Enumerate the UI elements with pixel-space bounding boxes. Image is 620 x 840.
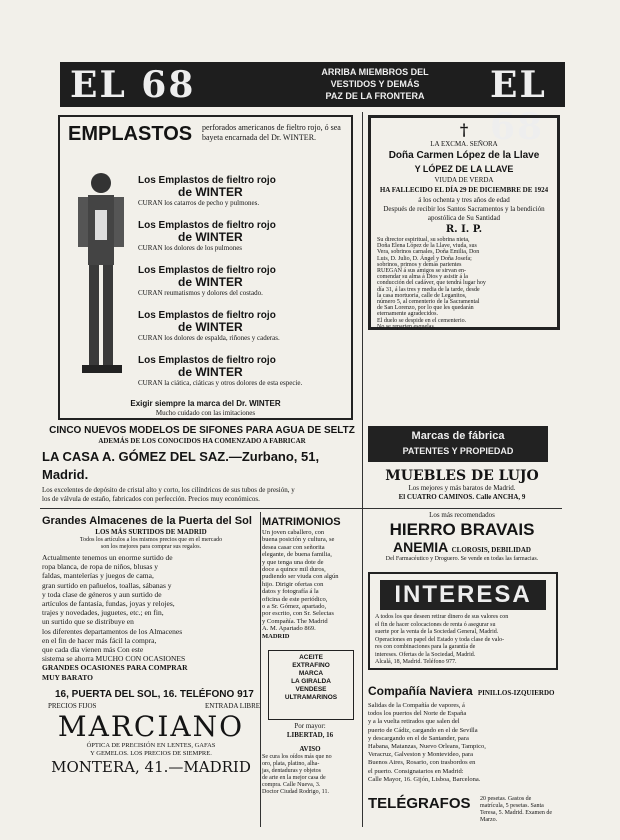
aviso-line: Se cura los oídos más que no	[262, 754, 332, 760]
naviera-line: Veracruz, Galveston y Montevideo, para	[368, 751, 474, 759]
man-illustration	[70, 165, 132, 385]
banner-middle	[265, 66, 485, 102]
item-head: Los Emplastos de fieltro rojo	[138, 265, 276, 276]
aceite-sales2: LIBERTAD, 16	[286, 731, 334, 739]
naviera-line: Salidas de la Compañía de vapores, á	[368, 702, 465, 709]
almacenes-line: ropa blanca, de ropa de niños, blusas y	[42, 562, 159, 572]
almacenes-line: faldas, mantelerías y juegos de cama,	[42, 571, 154, 581]
matrimonios-line: por escrito, con Sr. Selectas	[262, 610, 334, 618]
aviso-line: Doctor Ciudad Rodrigo, 11.	[262, 789, 329, 795]
matrimonios-ad	[262, 515, 358, 643]
almacenes-sub3: son los mejores para comprar sus regalos.	[100, 544, 202, 550]
almacenes-line: Actualmente tenemos un enorme surtido de	[42, 553, 173, 562]
naviera-line: Buenos Aires, Rosario, con trasbordos en	[368, 759, 476, 767]
naviera-line: Habana, Matanzas, Nuevo Orleans, Tampico,	[368, 743, 486, 751]
marciano-sub1: ÓPTICA DE PRECISIÓN EN LENTES, GAFAS	[86, 742, 216, 749]
hierro-side: CLOROSIS, DEBILIDAD	[451, 546, 531, 554]
item-head: Los Emplastos de fieltro rojo	[138, 175, 276, 186]
almacenes-line: GRANDES OCASIONES PARA COMPRAR	[42, 663, 188, 673]
marcas-line1: Marcas de fábrica	[411, 430, 505, 442]
interesa-line: A todos los que deseen retirar dinero de sus valores con	[375, 614, 509, 620]
aceite-line: ULTRAMARINOS	[284, 694, 338, 701]
interesa-line: Alcalá, 18, Madrid. Teléfono 977.	[375, 659, 457, 665]
almacenes-sub2: Todos los artículos a los mismos precios que en el mercado	[79, 537, 223, 543]
item-brand: de WINTER	[178, 365, 243, 379]
emplastos-item	[138, 355, 348, 400]
esquela-body-line: eternamente agradecidos.	[377, 311, 438, 318]
matrimonios-line: pudiendo ser viuda con algún	[262, 573, 339, 581]
item-text: CURAN los dolores de espalda, riñones y caderas.	[138, 334, 280, 342]
esquela-name2: Y LÓPEZ DE LA LLAVE	[414, 164, 514, 174]
banner-middle-line: ARRIBA MIEMBROS DEL	[321, 67, 429, 77]
aceite-sales1: Por mayor:	[294, 722, 326, 730]
hierro-anemia: ANEMIA	[393, 539, 448, 555]
esquela-rip: R. I. P.	[445, 224, 483, 235]
naviera-body	[368, 702, 560, 784]
hierro-pre: Los más recomendados	[429, 511, 495, 519]
seltz-line5: los de válvula de estaño, fabricados con perfección. Precios muy económicos.	[42, 495, 260, 503]
naviera-line: puerto de Cádiz, cargando en el de Sevilla	[368, 726, 478, 734]
esquela-viuda: VIUDA DE VERDA	[434, 176, 494, 184]
muebles-title: MUEBLES DE LUJO	[385, 468, 539, 484]
matrimonios-line: MADRID	[262, 632, 290, 640]
interesa-line: intereses. Ofertas de la Sociedad, Madrid.	[375, 651, 476, 658]
almacenes-title: Grandes Almacenes de la Puerta del Sol	[42, 515, 252, 527]
marciano-addr: MONTERA, 41.—MADRID	[51, 758, 251, 776]
naviera-line: Calle Mayor, 16. Gijón, Lisboa, Barcelona.	[368, 775, 481, 783]
seltz-line4: Los excelentes de depósito de cristal alto y corto, los cilíndricos de sus tubos de presión, y	[42, 486, 295, 494]
banner-middle-line: PAZ DE LA FRONTERA	[325, 91, 425, 101]
emplastos-ad	[58, 115, 353, 420]
almacenes-ad	[42, 515, 260, 688]
almacenes-sub: LOS MÁS SURTIDOS DE MADRID	[95, 528, 207, 536]
marcas-ad	[368, 426, 548, 462]
esquela-body	[377, 237, 553, 330]
interesa-body	[375, 614, 553, 667]
aviso-line: compra. Calle Nueva, 3.	[262, 782, 321, 788]
banner-middle-line: VESTIDOS Y DEMÁS	[330, 79, 420, 89]
emplastos-intro: perforados americanos de fieltro rojo, ó sea bayeta encarnada del Dr. WINTER.	[202, 123, 341, 142]
banner-right: EL 68	[490, 64, 547, 148]
telegrafos-body	[480, 796, 570, 824]
seltz-ad	[42, 425, 362, 503]
esquela-body-line: la casa mortuoria, calle de Leganitos,	[377, 292, 467, 299]
item-head: Los Emplastos de fieltro rojo	[138, 355, 276, 366]
naviera-brand: PINILLOS-IZQUIERDO	[477, 689, 555, 697]
item-text: CURAN los catarros de pecho y pulmones.	[138, 199, 260, 207]
esquela-body-line: comendar su alma á Dios y asistir á la	[377, 274, 468, 281]
muebles-sub: Los mejores y más baratos de Madrid.	[408, 484, 516, 492]
aviso-title: AVISO	[299, 745, 321, 753]
esquela-body-line: No se reparten esquelas.	[377, 323, 436, 330]
almacenes-line: que cada día vienen más Con este	[42, 645, 144, 655]
esquela-body-line: número 5, al cementerio de la Sacramental	[377, 299, 480, 306]
emplastos-item	[138, 265, 348, 310]
almacenes-entry: ENTRADA LIBRE	[205, 702, 261, 710]
aviso-line: de arte en la mejor casa de	[262, 775, 326, 781]
cross-icon: †	[459, 120, 469, 139]
item-brand: de WINTER	[178, 320, 243, 334]
telegrafos-line: matrícula, 5 pesetas. Santa	[480, 803, 544, 809]
telegrafos-line: Teresa, 5. Madrid. Examen de Marzo.	[480, 810, 553, 823]
aviso-body	[262, 754, 358, 796]
esquela-died: HA FALLECIDO EL DÍA 29 DE DICIEMBRE DE 1924	[379, 186, 549, 194]
emplastos-items	[138, 175, 348, 400]
marciano-title: MARCIANO	[57, 710, 245, 743]
matrimonios-line: y que tenga una dote de	[262, 558, 324, 566]
aceite-line: ACEITE	[299, 654, 323, 661]
matrimonios-line: o a Sr. Gómez, apartado,	[262, 603, 327, 611]
telegrafos-line: 20 pesetas. Gastos de	[480, 796, 532, 802]
emplastos-footer2: Mucho cuidado con las imitaciones	[155, 409, 256, 417]
matrimonios-line: oficina de este periódico,	[262, 595, 328, 603]
esquela-age: á los ochenta y tres años de edad	[418, 196, 510, 204]
telegrafos-ad	[368, 795, 568, 831]
aviso-line: oro, plata, platino, alha-	[262, 761, 320, 767]
muebles-ad	[362, 468, 562, 506]
emplastos-item	[138, 220, 348, 265]
emplastos-item	[138, 310, 348, 355]
seltz-line2: ADEMÁS DE LOS CONOCIDOS HA COMENZADO A FABRICAR	[98, 437, 306, 445]
esquela-notice	[368, 115, 560, 330]
divider	[40, 508, 362, 509]
divider	[362, 508, 562, 509]
almacenes-line: los diferentes departamentos de los Almacenes	[42, 626, 183, 636]
marcas-line2: PATENTES Y PROPIEDAD	[402, 446, 514, 456]
esquela-body-line: El duelo se despide en el cementerio.	[377, 317, 467, 324]
esquela-body-line: RUEGAN á sus amigos se sirvan en-	[377, 268, 466, 275]
item-brand: de WINTER	[178, 185, 243, 199]
emplastos-footer1: Exigir siempre la marca del Dr. WINTER	[130, 399, 281, 408]
almacenes-line: trajes y novedades, juguetes, etc.; en fin,	[42, 608, 164, 618]
aceite-ad	[268, 650, 354, 720]
interesa-title: INTERESA	[380, 580, 546, 610]
matrimonios-title: MATRIMONIOS	[262, 516, 341, 528]
naviera-line: y descargando en el de Santander, para	[368, 734, 469, 742]
almacenes-line: gran surtido en pañuelos, toallas, sábanas y	[42, 580, 172, 590]
matrimonios-line: Un joven caballero, con	[262, 529, 325, 536]
item-text: CURAN la ciática, ciáticas y otros dolores de esta especie.	[138, 379, 303, 387]
seltz-line1: CINCO NUEVOS MODELOS DE SIFONES PARA AGUA DE SELTZ	[49, 425, 355, 436]
interesa-line: Operaciones en papel del Estado y toda clase de valo-	[375, 636, 505, 643]
almacenes-line: sistema se ahorra MUCHO CON OCASIONES	[42, 654, 186, 664]
matrimonios-line: desea casar con señorita	[262, 543, 325, 551]
esquela-body-line: conducción del cadáver, que tendrá lugar hoy	[377, 280, 486, 287]
almacenes-addr: 16, PUERTA DEL SOL, 16. TELÉFONO 917	[55, 689, 254, 700]
almacenes-line: en el fin de hacer más fácil la compra,	[42, 635, 157, 645]
hierro-fine: Del Farmacéutico y Droguero. Se vende en todas las farmacias.	[385, 556, 539, 562]
matrimonios-body	[262, 529, 358, 640]
aceite-line: LA GIRALDA	[291, 678, 331, 685]
esquela-body-line: Doña Elena López de la Llave, viuda, sus	[377, 243, 477, 250]
almacenes-line: artículos de fantasía, fundas, joyas y relojes,	[42, 599, 175, 609]
item-head: Los Emplastos de fieltro rojo	[138, 310, 276, 321]
interesa-line: el fin de hacer colocaciones de renta ó asegurar su	[375, 621, 496, 628]
emplastos-title: EMPLASTOS	[68, 123, 193, 145]
aviso-line: jas, dentaduras y objetos	[262, 768, 321, 774]
column-divider	[362, 112, 363, 827]
matrimonios-line: datos y fotografía á la	[262, 588, 319, 596]
aceite-lines	[269, 654, 353, 702]
esquela-body-line: sobrinos, primos y demás parientes	[377, 261, 462, 268]
aceite-line: EXTRAFINO	[292, 662, 330, 669]
item-text: CURAN los dolores de los pulmones	[138, 244, 243, 252]
aviso-ad	[262, 745, 358, 805]
matrimonios-line: doce a quince mil duros,	[262, 566, 326, 574]
almacenes-line: un surtido que se distribuye en	[42, 617, 134, 627]
emplastos-item	[138, 175, 348, 220]
naviera-line: todos los puertos del Norte de España	[368, 710, 467, 718]
almacenes-line: MUY BARATO	[42, 672, 93, 682]
matrimonios-line: A. M. Apartado 869.	[262, 625, 316, 633]
esquela-body-line: Luis, D. Julio, D. Ángel y Doña Josefa;	[377, 255, 472, 262]
hierro-ad	[362, 511, 562, 567]
almacenes-body	[42, 553, 260, 682]
item-text: CURAN reumatismos y dolores del costado.	[138, 289, 263, 297]
marciano-ad	[42, 710, 260, 776]
matrimonios-line: elegante, de buena familia,	[262, 551, 332, 559]
almacenes-prices: PRECIOS FIJOS	[48, 702, 97, 710]
muebles-addr: El CUATRO CAMINOS. Calle ANCHA, 9	[398, 493, 526, 501]
naviera-title: Compañía Naviera	[368, 684, 473, 698]
esquela-name: Doña Carmen López de la Llave	[388, 150, 540, 161]
hierro-title: HIERRO BRAVAIS	[389, 520, 535, 539]
interesa-line: res con combinaciones para la garantía de	[375, 644, 476, 650]
matrimonios-line: buena posición y cultura, se	[262, 536, 335, 544]
naviera-line: y a la vuelta retirados que salen del	[368, 718, 460, 726]
item-brand: de WINTER	[178, 230, 243, 244]
column-divider	[260, 512, 261, 827]
marciano-sub2: Y GEMELOS. LOS PRECIOS DE SIEMPRE.	[90, 750, 212, 757]
interesa-line: suerte por la venta de la Sociedad General, Madrid.	[375, 629, 499, 635]
banner-left: EL 68	[70, 64, 196, 106]
matrimonios-line: y Compañía. The Madrid	[262, 617, 328, 625]
item-head: Los Emplastos de fieltro rojo	[138, 220, 276, 231]
esquela-sacr: Después de recibir los Santos Sacramentos y la bendición apostólica de Su Santidad	[383, 205, 545, 222]
esquela-body-line: Vera, sobrinos carnales, Doña Emilia, Don	[377, 249, 480, 256]
aceite-line: MARCA	[298, 670, 324, 677]
esquela-body-line: Su director espiritual, su sobrina nieta,	[377, 237, 470, 243]
telegrafos-title: TELÉGRAFOS	[368, 795, 471, 812]
seltz-line3: LA CASA A. GÓMEZ DEL SAZ.—Zurbano, 51, Madrid.	[42, 449, 320, 482]
almacenes-line: y toda clase de géneros y aun surtido de	[42, 589, 162, 599]
matrimonios-line: hijo. Dirigir ofertas con	[262, 580, 324, 588]
aceite-line: VENDESE	[295, 686, 327, 693]
naviera-ad	[368, 680, 560, 800]
item-brand: de WINTER	[178, 275, 243, 289]
esquela-line1: LA EXCMA. SEÑORA	[430, 140, 498, 148]
esquela-body-line: de San Lorenzo, por lo que les quedarán	[377, 305, 474, 312]
naviera-line: el puerto. Consignatarios en Madrid:	[368, 767, 464, 775]
interesa-ad	[368, 572, 558, 670]
esquela-body-line: día 31, á las tres y media de la tarde, desde	[377, 286, 480, 293]
